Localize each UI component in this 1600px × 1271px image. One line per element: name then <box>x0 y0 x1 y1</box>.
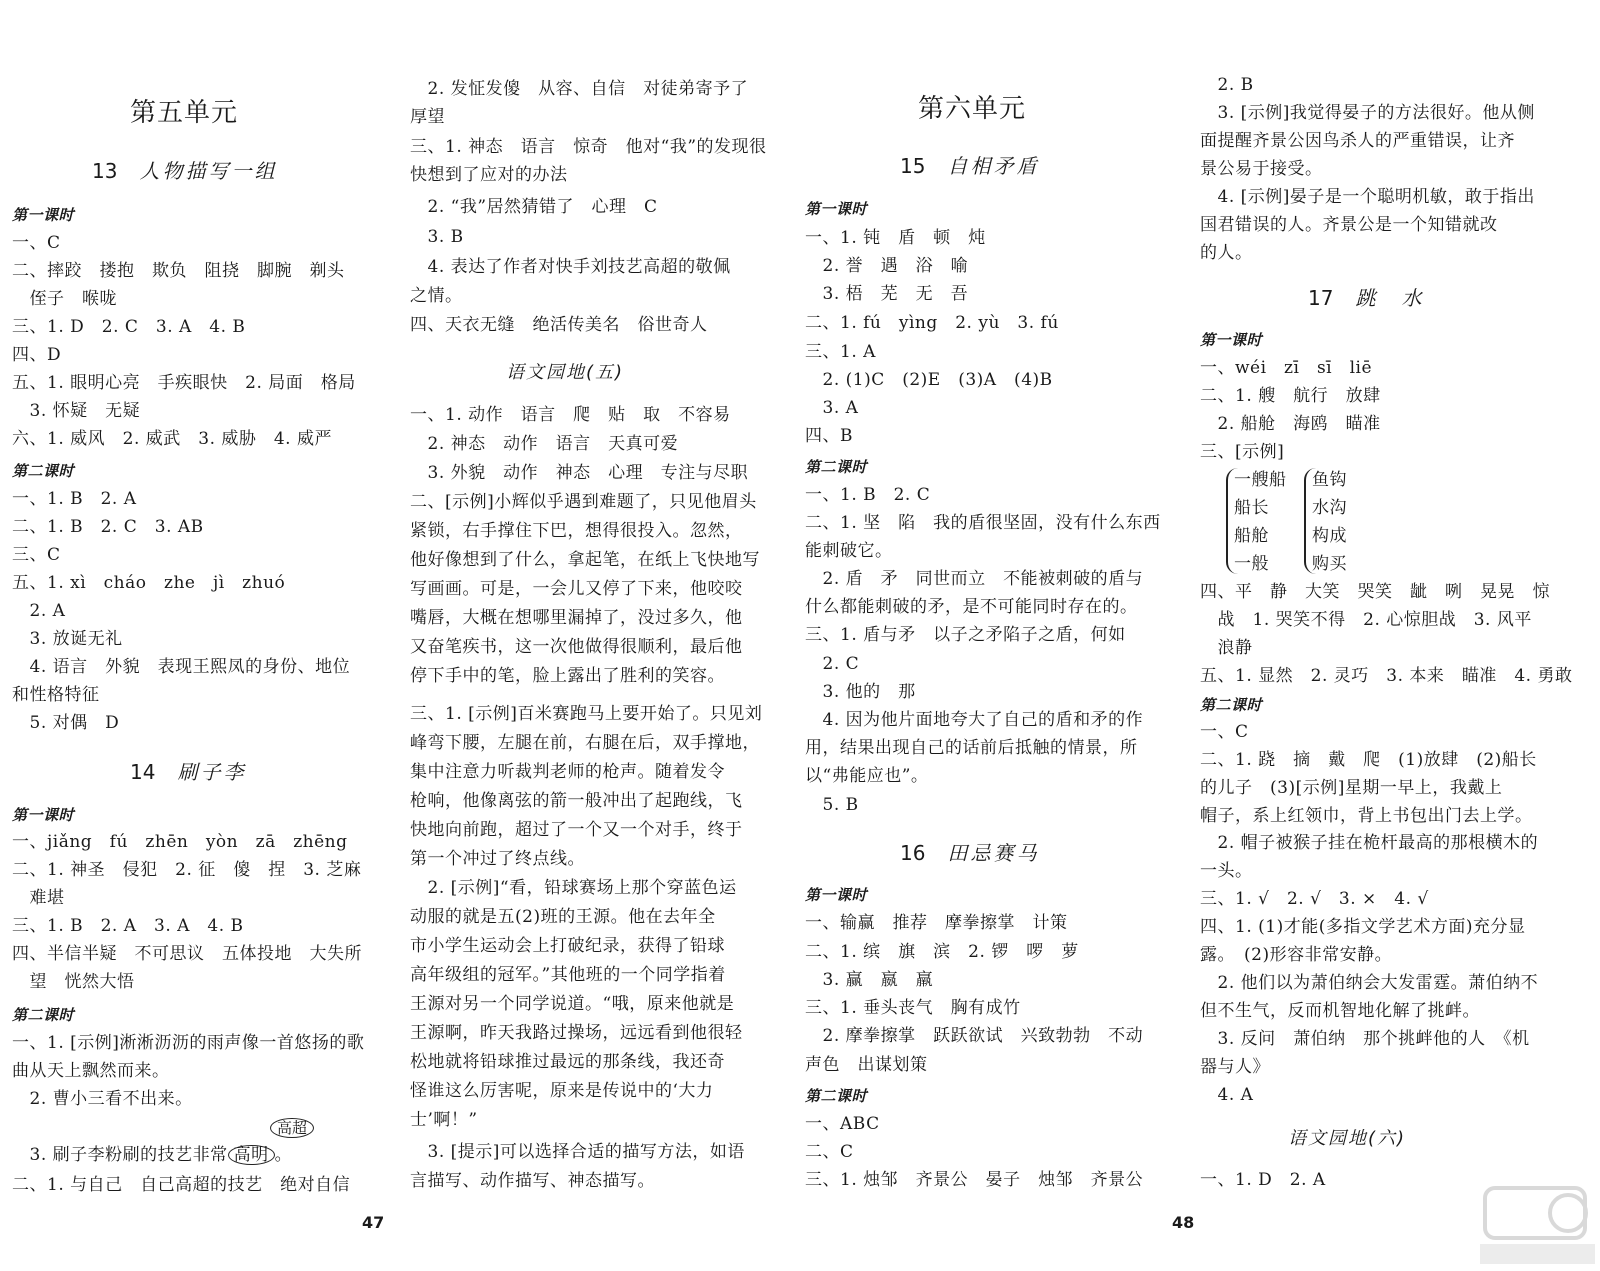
lesson-title: 自相矛盾 <box>947 154 1040 178</box>
answer-line: 2. “我”居然猜错了 心理 C <box>410 197 658 217</box>
brace-word: 水沟 <box>1312 498 1347 518</box>
answer-line: 浪静 <box>1200 638 1253 658</box>
brace-word: 一艘船 <box>1234 470 1287 490</box>
answer-line: 战 1. 哭笑不得 2. 心惊胆战 3. 风平 <box>1200 610 1532 630</box>
answer-line: 3. 梧 芜 无 吾 <box>805 284 969 304</box>
answer-line: 露。 (2)形容非常安静。 <box>1200 945 1393 965</box>
answer-line: 2. 船舱 海鸥 瞄准 <box>1200 414 1381 434</box>
period-label: 第二课时 <box>12 462 75 480</box>
answer-line: 4. 语言 外貌 表现王熙凤的身份、地位 <box>12 657 351 677</box>
lesson-heading-13 <box>92 155 277 184</box>
answer-line: 五、1. xì cháo zhe jì zhuó <box>12 573 286 593</box>
period-label: 第一课时 <box>805 200 868 218</box>
answer-line: 一、输赢 推荐 摩拳擦掌 计策 <box>805 913 1068 933</box>
answer-line: 六、1. 威风 2. 威武 3. 威胁 4. 威严 <box>12 429 332 449</box>
answer-line: 嘴唇，大概在想哪里漏掉了，没过多久，他 <box>410 608 743 628</box>
answer-line: 一、1. B 2. C <box>805 485 931 505</box>
lesson-heading-17 <box>1308 282 1424 311</box>
page-number: 47 <box>362 1213 385 1232</box>
answer-line: 4. 表达了作者对快手刘技艺高超的敬佩 <box>410 257 731 277</box>
answer-line: 一、wéi zī sī liē <box>1200 358 1373 378</box>
lesson-number: 16 <box>900 841 926 865</box>
period-label: 第一课时 <box>1200 331 1263 349</box>
answer-line: 三、1. √ 2. √ 3. × 4. √ <box>1200 889 1429 909</box>
answer-line: 2. [示例]“看，铅球赛场上那个穿蓝色运 <box>410 878 737 898</box>
answer-line: 望 恍然大悟 <box>12 972 135 992</box>
answer-line: 松地就将铅球推过最远的那条线，我还奇 <box>410 1052 725 1072</box>
answer-line: 难堪 <box>12 888 65 908</box>
answer-line: 曲从天上飘然而来。 <box>12 1061 170 1081</box>
period-label: 第一课时 <box>12 206 75 224</box>
answer-line: 二、1. 跷 摘 戴 爬 (1)放肆 (2)船长 <box>1200 750 1537 770</box>
answer-line: 三、1. 烛邹 齐景公 晏子 烛邹 齐景公 <box>805 1170 1144 1190</box>
answer-line: 第一个冲过了终点线。 <box>410 849 585 869</box>
answer-line: 3. 赢 嬴 羸 <box>805 970 934 990</box>
answer-line: 紧锁，右手撑住下巴，想得很投入。忽然， <box>410 521 743 541</box>
answer-line: 的儿子 (3)[示例]星期一早上，我戴上 <box>1200 778 1503 798</box>
answer-line: 三、1. A <box>805 342 876 362</box>
answer-line: 4. A <box>1200 1085 1254 1105</box>
lesson-title: 跳 水 <box>1355 286 1425 310</box>
lesson-heading-14 <box>130 756 246 785</box>
answer-line: 面提醒齐景公因鸟杀人的严重错误，让齐 <box>1200 131 1515 151</box>
answer-line: 2. 摩拳擦掌 跃跃欲试 兴致勃勃 不动 <box>805 1026 1144 1046</box>
lesson-title: 人物描写一组 <box>139 159 278 183</box>
answer-line: 5. 对偶 D <box>12 713 120 733</box>
brace-word: 船长 <box>1234 498 1269 518</box>
answer-line: 快地向前跑，超过了一个又一个对手，终于 <box>410 820 743 840</box>
answer-line: 2. A <box>12 601 66 621</box>
unit-title-6: 第六单元 <box>918 94 1027 124</box>
answer-line: 4. 因为他片面地夸大了自己的盾和矛的作 <box>805 710 1144 730</box>
answer-line: 二、摔跤 搂抱 欺负 阻挠 脚腕 剃头 <box>12 261 345 281</box>
answer-line: 王源啊，昨天我路过操场，远远看到他很轻 <box>410 1023 743 1043</box>
answer-line: 五、1. 显然 2. 灵巧 3. 本来 瞄准 4. 勇敢 <box>1200 666 1573 686</box>
period-label: 第一课时 <box>805 886 868 904</box>
answer-line: 三、1. 盾与矛 以子之矛陷子之盾，何如 <box>805 625 1126 645</box>
answer-line: 五、1. 眼明心亮 手疾眼快 2. 局面 格局 <box>12 373 356 393</box>
answer-line: 2. 盾 矛 同世而立 不能被刺破的盾与 <box>805 569 1144 589</box>
answer-line: 二、1. 与自己 自己高超的技艺 绝对自信 <box>12 1175 351 1195</box>
answer-line: 2. B <box>1200 75 1254 95</box>
answer-line: 一、1. D 2. A <box>1200 1170 1326 1190</box>
answer-line: 怪谁这么厉害呢，原来是传说中的‘大力 <box>410 1081 714 1101</box>
answer-line: 王源对另一个同学说道。“哦，原来他就是 <box>410 994 735 1014</box>
answer-line: 器与人》 <box>1200 1057 1270 1077</box>
watermark-logo-icon <box>1480 1180 1595 1270</box>
answer-line: 3. 反问 萧伯纳 那个挑衅他的人 《机 <box>1200 1029 1530 1049</box>
lesson-heading-15 <box>900 150 1039 179</box>
answer-line: 枪响，他像离弦的箭一般冲出了起跑线，飞 <box>410 791 743 811</box>
answer-line: 景公易于接受。 <box>1200 159 1323 179</box>
answer-line: 市小学生运动会上打破纪录，获得了铅球 <box>410 936 725 956</box>
answer-line: 他好像想到了什么，拿起笔，在纸上飞快地写 <box>410 550 760 570</box>
answer-line: 三、1. 神态 语言 惊奇 他对“我”的发现很 <box>410 137 767 157</box>
answer-line: 四、B <box>805 426 853 446</box>
answer-line: 二、1. B 2. C 3. AB <box>12 517 204 537</box>
answer-line: 3. 外貌 动作 神态 心理 专注与尽职 <box>410 463 749 483</box>
lesson-title: 刷子李 <box>177 760 247 784</box>
answer-line: 什么都能刺破的矛，是不可能同时存在的。 <box>805 597 1138 617</box>
answer-line: 一、1. 动作 语言 爬 贴 取 不容易 <box>410 405 731 425</box>
brace-word: 鱼钩 <box>1312 470 1347 490</box>
lesson-number: 17 <box>1308 286 1334 310</box>
answer-line: 三、1. [示例]百米赛跑马上要开始了。只见刘 <box>410 704 763 724</box>
answer-line: 2. 发怔发傻 从容、自信 对徒弟寄予了 <box>410 79 749 99</box>
answer-line: 一、C <box>1200 722 1249 742</box>
lesson-title: 田忌赛马 <box>947 841 1040 865</box>
period-label: 第二课时 <box>1200 696 1263 714</box>
answer-line: 和性格特征 <box>12 685 100 705</box>
answer-line: 一、1. B 2. A <box>12 489 137 509</box>
brace-word: 船舱 <box>1234 526 1269 546</box>
answer-line: 3. 他的 那 <box>805 682 916 702</box>
answer-line: 动服的就是五(2)班的王源。他在去年全 <box>410 907 716 927</box>
answer-line: 士’啊！” <box>410 1110 478 1130</box>
answer-line: 又奋笔疾书，这一次他做得很顺利，最后他 <box>410 637 743 657</box>
lesson-heading-16 <box>900 837 1039 866</box>
answer-line: 二、1. 神圣 侵犯 2. 征 傻 捏 3. 芝麻 <box>12 860 362 880</box>
answer-line: 3. [示例]我觉得晏子的方法很好。他从侧 <box>1200 103 1535 123</box>
lesson-number: 14 <box>130 760 156 784</box>
answer-line: 停下手中的笔，脸上露出了胜利的笑容。 <box>410 666 725 686</box>
answer-line: 峰弯下腰，左腿在前，右腿在后，双手撑地， <box>410 733 760 753</box>
answer-line: 但不生气，反而机智地化解了挑衅。 <box>1200 1001 1480 1021</box>
answer-line: 2. 神态 动作 语言 天真可爱 <box>410 434 679 454</box>
answer-line: 能刺破它。 <box>805 541 893 561</box>
answer-line: 四、天衣无缝 绝活传美名 俗世奇人 <box>410 315 708 335</box>
brace-word: 购买 <box>1312 554 1347 574</box>
answer-line: 之情。 <box>410 286 463 306</box>
answer-line: 2. 帽子被猴子挂在桅杆最高的那根横木的 <box>1200 833 1539 853</box>
circled-word: 高明 <box>228 1145 275 1165</box>
answer-line: 二、C <box>805 1142 854 1162</box>
answer-text: 3. 刷子李粉刷的技艺非常 <box>12 1145 228 1165</box>
answer-line: 四、平 静 大笑 哭笑 龇 咧 晃晃 惊 <box>1200 582 1550 602</box>
answer-line: 二、1. 艘 航行 放肆 <box>1200 386 1381 406</box>
section-heading-garden-6: 语文园地(六) <box>1288 1128 1407 1149</box>
answer-line: 2. 曹小三看不出来。 <box>12 1089 193 1109</box>
answer-line: 四、D <box>12 345 62 365</box>
answer-line: 5. B <box>805 795 859 815</box>
answer-line: 2. (1)C (2)E (3)A (4)B <box>805 370 1053 390</box>
period-label: 第二课时 <box>805 1087 868 1105</box>
answer-line: 3. [提示]可以选择合适的描写方法，如语 <box>410 1142 745 1162</box>
answer-line: 三、1. D 2. C 3. A 4. B <box>12 317 246 337</box>
answer-line: 高年级组的冠军。”其他班的一个同学指着 <box>410 965 726 985</box>
period-label: 第一课时 <box>12 806 75 824</box>
answer-line: 一、1. [示例]淅淅沥沥的雨声像一首悠扬的歌 <box>12 1033 365 1053</box>
answer-line: 3. 放诞无礼 <box>12 629 123 649</box>
section-heading-garden-5: 语文园地(五) <box>506 362 625 383</box>
period-label: 第二课时 <box>12 1006 75 1024</box>
answer-line: 帽子，系上红领巾，背上书包出门去上学。 <box>1200 806 1533 826</box>
page-number: 48 <box>1172 1213 1195 1232</box>
answer-line: 快想到了应对的办法 <box>410 165 568 185</box>
answer-line: 3. A <box>805 398 859 418</box>
answer-line: 一、jiǎng fú zhēn yòn zā zhēng <box>12 832 348 852</box>
period-label: 第二课时 <box>805 458 868 476</box>
answer-line: 四、1. (1)才能(多指文学艺术方面)充分显 <box>1200 917 1526 937</box>
answer-text: 。 <box>274 1145 293 1165</box>
answer-line: 写画画。可是，一会儿又停了下来，他咬咬 <box>410 579 743 599</box>
answer-line: 三、1. 垂头丧气 胸有成竹 <box>805 998 1021 1018</box>
answer-line: 三、[示例] <box>1200 442 1285 462</box>
answer-line: 声色 出谋划策 <box>805 1055 928 1075</box>
answer-line: 一、ABC <box>805 1114 880 1134</box>
answer-line: 2. 他们以为萧伯纳会大发雷霆。萧伯纳不 <box>1200 973 1539 993</box>
answer-line: 言描写、动作描写、神态描写。 <box>410 1171 655 1191</box>
lesson-number: 15 <box>900 154 926 178</box>
answer-line: 厚望 <box>410 107 445 127</box>
answer-line: 2. 誉 遇 浴 喻 <box>805 256 969 276</box>
answer-line: 四、半信半疑 不可思议 五体投地 大失所 <box>12 944 362 964</box>
answer-line-with-correction <box>12 1143 292 1167</box>
brace-word: 构成 <box>1312 526 1347 546</box>
answer-line: 集中注意力听裁判老师的枪声。随着发令 <box>410 762 725 782</box>
answer-line: 二、1. fú yìng 2. yù 3. fú <box>805 313 1059 333</box>
answer-line: 三、C <box>12 545 61 565</box>
answer-line: 4. [示例]晏子是一个聪明机敏，敢于指出 <box>1200 187 1535 207</box>
answer-line: 一、C <box>12 233 61 253</box>
brace-word: 一般 <box>1234 554 1269 574</box>
handwritten-correction: 高超 <box>270 1118 314 1138</box>
answer-line: 3. B <box>410 227 464 247</box>
answer-line: 国君错误的人。齐景公是一个知错就改 <box>1200 215 1498 235</box>
answer-line: 的人。 <box>1200 243 1253 263</box>
answer-line: 一、1. 钝 盾 顿 炖 <box>805 228 986 248</box>
answer-line: 侄子 喉咙 <box>12 289 117 309</box>
answer-line: 三、1. B 2. A 3. A 4. B <box>12 916 244 936</box>
answer-line: 3. 怀疑 无疑 <box>12 401 141 421</box>
lesson-number: 13 <box>92 159 118 183</box>
answer-line: 用，结果出现自己的话前后抵触的情景，所 <box>805 738 1138 758</box>
unit-title-5: 第五单元 <box>130 98 239 128</box>
answer-line: 二、[示例]小辉似乎遇到难题了，只见他眉头 <box>410 492 757 512</box>
answer-line: 以“弗能应也”。 <box>805 766 929 786</box>
answer-line: 2. C <box>805 654 860 674</box>
answer-line: 二、1. 缤 旗 滨 2. 锣 啰 萝 <box>805 942 1079 962</box>
answer-line: 二、1. 坚 陷 我的盾很坚固，没有什么东西 <box>805 513 1161 533</box>
answer-line: 一头。 <box>1200 861 1253 881</box>
